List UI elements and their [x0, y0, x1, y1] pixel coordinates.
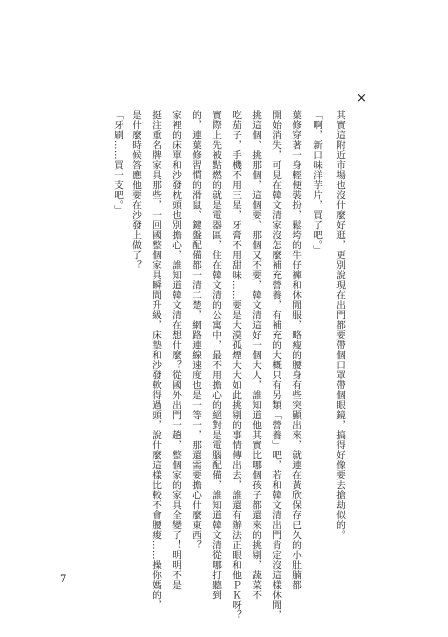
text-column: 挺注重名牌家具那些，一回國整個家具瞬間升級，床墊和沙發軟得過頭，說什麼這樣比較不會腰痠……操你媽的，	[150, 110, 161, 610]
text-column: 葉修穿著一身輕便裝扮，鬆垮的牛仔褲和休閒服，略瘦的腰身有些突顯出來，就連在黃欣保存已久的小肚腩都	[290, 110, 301, 590]
text-column: 實際上先被點燃的就是電器區，住在韓文清的公寓中，最不用擔心的絕對是電腦配備，誰知道韓文清從哪打聽到	[210, 110, 221, 600]
text-column: 挑這個、挑那個，這個要、那個又不要，韓文清這好一個大人，誰知道他其實比哪個孩子都還來的挑剔，蔬菜不	[250, 110, 261, 600]
text-column: 家裡的床單和沙發枕頭也別擔心，誰知道韓文清在想什麼？從國外出門一趟，整個家的家具全變了！明明不是	[170, 110, 181, 590]
text-column: 的，連葉修習慣的滑鼠、鍵盤配備都一清二楚，網路連線速度也是一等一，那還需要擔心什麼東西？	[190, 110, 201, 550]
text-column: 「牙刷……買一支吧。」	[112, 110, 123, 216]
page-number: 7	[60, 574, 67, 585]
text-column: 吃茄子，手機不用三星，牙膏不用甜味……要是大漠孤煙大大如此挑剔的事情傳出去，誰還有辦法正眼和他ＰＫ呀？	[230, 110, 241, 620]
text-column: 其實這附近市場也沒什麼好逛，更別說現在出門都要帶個口罩帶個眼鏡，搞得好像要去搶劫似的。	[334, 110, 345, 540]
close-icon: ×	[356, 91, 367, 106]
text-column: 是什麼時候答應他要在沙發上做了？	[130, 110, 141, 270]
text-column: 開始消失，可見在韓文清家沒怎麼補充營養，有補充的大概只有另類「營養」吧，若和韓文清出門肯定沒這樣休閒，	[270, 110, 281, 620]
text-column: 「啊，新口味洋芋片，買了吧。」	[311, 110, 322, 256]
vertical-text-body	[112, 110, 345, 620]
